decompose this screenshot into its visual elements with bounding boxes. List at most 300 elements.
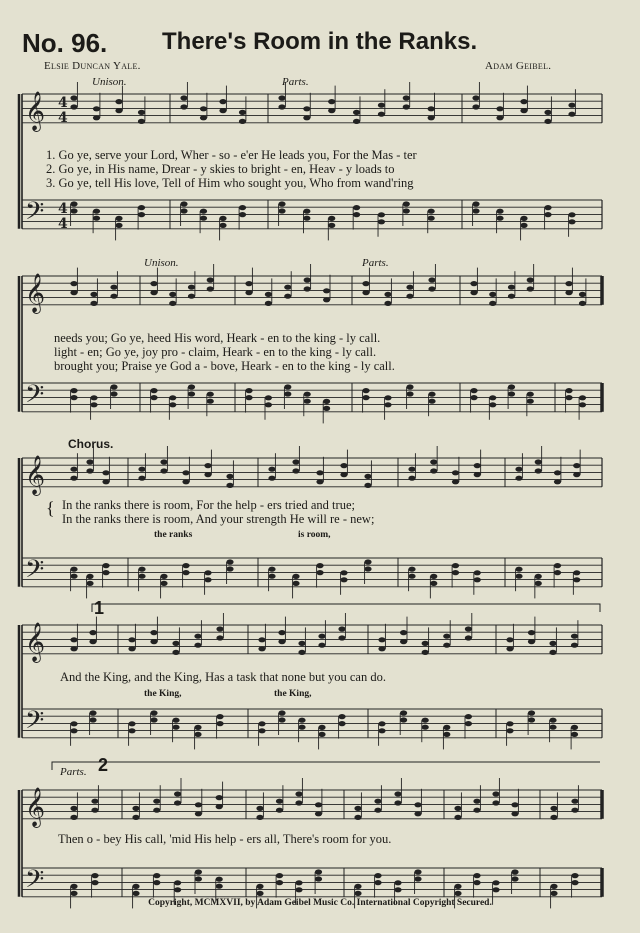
notehead: [340, 570, 347, 575]
notehead: [195, 811, 202, 816]
notehead: [362, 290, 369, 295]
notehead: [216, 635, 223, 640]
copyright-notice: Copyright, MCMXVII, by Adam Geibel Music Co. International Copyright Secured.: [148, 898, 492, 908]
notehead: [172, 718, 179, 723]
notehead: [160, 459, 167, 464]
notehead: [384, 292, 391, 297]
notehead: [549, 650, 556, 655]
notehead: [276, 799, 283, 804]
notehead: [153, 808, 160, 813]
notehead: [579, 301, 586, 306]
notehead: [378, 637, 385, 642]
notehead: [353, 205, 360, 210]
notehead: [452, 479, 459, 484]
notehead: [93, 216, 100, 221]
notehead: [465, 626, 472, 631]
notehead: [528, 639, 535, 644]
notehead: [428, 399, 435, 404]
notehead: [394, 880, 401, 885]
notehead: [323, 297, 330, 302]
notehead: [150, 281, 157, 286]
notehead: [284, 294, 291, 299]
notehead: [172, 650, 179, 655]
notehead: [258, 728, 265, 733]
notehead: [492, 880, 499, 885]
notehead: [579, 402, 586, 407]
notehead: [544, 119, 551, 124]
notehead: [549, 641, 556, 646]
notehead: [70, 467, 77, 472]
notehead: [180, 201, 187, 206]
notehead: [316, 470, 323, 475]
notehead: [219, 108, 226, 113]
notehead: [292, 459, 299, 464]
notehead: [571, 799, 578, 804]
notehead: [472, 201, 479, 206]
treble-clef: 𝄞: [25, 455, 46, 495]
notehead: [340, 472, 347, 477]
notehead: [89, 639, 96, 644]
notehead: [315, 811, 322, 816]
hymn-number: No. 96.: [22, 28, 108, 58]
notehead: [515, 467, 522, 472]
notehead: [473, 880, 480, 885]
notehead: [132, 891, 139, 896]
notehead: [422, 650, 429, 655]
notehead: [400, 630, 407, 635]
notehead: [474, 463, 481, 468]
notehead: [422, 641, 429, 646]
notehead: [568, 103, 575, 108]
notehead: [174, 800, 181, 805]
notehead: [443, 732, 450, 737]
notehead: [565, 290, 572, 295]
notehead: [527, 399, 534, 404]
notehead: [554, 570, 561, 575]
notehead: [128, 637, 135, 642]
direction-unison: Unison.: [92, 76, 127, 88]
notehead: [511, 876, 518, 881]
notehead: [256, 806, 263, 811]
verse-1-line-1: 1. Go ye, serve your Lord, Wher - so - e'er He leads you, For the Mas - ter: [46, 148, 417, 162]
notehead: [414, 869, 421, 874]
notehead: [153, 873, 160, 878]
notehead: [110, 294, 117, 299]
notehead: [150, 717, 157, 722]
notehead: [454, 884, 461, 889]
notehead: [323, 399, 330, 404]
notehead: [70, 567, 77, 572]
notehead: [160, 581, 167, 586]
notehead: [298, 641, 305, 646]
notehead: [70, 95, 77, 100]
notehead: [403, 201, 410, 206]
notehead: [278, 201, 285, 206]
notehead: [216, 804, 223, 809]
notehead: [278, 104, 285, 109]
notehead: [292, 574, 299, 579]
notehead: [216, 884, 223, 889]
notehead: [91, 880, 98, 885]
notehead: [268, 567, 275, 572]
notehead: [544, 205, 551, 210]
notehead: [571, 725, 578, 730]
notehead: [430, 468, 437, 473]
notehead: [132, 815, 139, 820]
notehead: [428, 115, 435, 120]
notehead: [465, 635, 472, 640]
notehead: [550, 884, 557, 889]
lyricist-credit: Elsie Duncan Yale.: [44, 60, 141, 72]
direction-unison: Unison.: [144, 257, 179, 269]
notehead: [378, 103, 385, 108]
notehead: [527, 392, 534, 397]
notehead: [115, 99, 122, 104]
notehead: [195, 876, 202, 881]
notehead: [174, 880, 181, 885]
notehead: [506, 721, 513, 726]
notehead: [452, 470, 459, 475]
verse-2-line-2: light - en; Go ye, joy pro - claim, Heark - en to the king - ly call.: [54, 345, 377, 359]
notehead: [378, 212, 385, 217]
notehead: [276, 808, 283, 813]
notehead: [70, 201, 77, 206]
notehead: [353, 119, 360, 124]
notehead: [400, 639, 407, 644]
notehead: [374, 880, 381, 885]
notehead: [428, 392, 435, 397]
verse-3-line-2: brought you; Praise ye God a - bove, Heark - en to the king - ly call.: [54, 359, 395, 373]
verse-2-line-1: 2. Go ye, in His name, Drear - y skies to bright - en, Heav - y loads to: [46, 162, 395, 176]
notehead: [138, 574, 145, 579]
notehead: [295, 887, 302, 892]
notehead: [150, 639, 157, 644]
notehead: [520, 216, 527, 221]
notehead: [354, 815, 361, 820]
notehead: [128, 728, 135, 733]
notehead: [265, 292, 272, 297]
bass-clef: 𝄢: [25, 865, 45, 900]
notehead: [304, 286, 311, 291]
notehead: [268, 476, 275, 481]
notehead: [194, 732, 201, 737]
notehead: [511, 869, 518, 874]
notehead: [378, 219, 385, 224]
notehead: [474, 577, 481, 582]
notehead: [70, 646, 77, 651]
notehead: [93, 209, 100, 214]
notehead: [70, 104, 77, 109]
notehead: [406, 285, 413, 290]
notehead: [492, 791, 499, 796]
notehead: [364, 559, 371, 564]
notehead: [70, 891, 77, 896]
notehead: [70, 721, 77, 726]
notehead: [89, 630, 96, 635]
notehead: [278, 710, 285, 715]
notehead: [353, 110, 360, 115]
notehead: [527, 277, 534, 282]
notehead: [362, 395, 369, 400]
notehead: [204, 577, 211, 582]
notehead: [470, 281, 477, 286]
notehead: [452, 563, 459, 568]
notehead: [378, 728, 385, 733]
notehead: [520, 223, 527, 228]
direction-parts: Parts.: [60, 766, 87, 778]
notehead: [226, 483, 233, 488]
notehead: [150, 710, 157, 715]
notehead: [315, 876, 322, 881]
notehead: [492, 887, 499, 892]
notehead: [454, 806, 461, 811]
notehead: [276, 873, 283, 878]
notehead: [565, 395, 572, 400]
notehead: [364, 474, 371, 479]
notehead: [207, 286, 214, 291]
notehead: [295, 800, 302, 805]
notehead: [90, 395, 97, 400]
notehead: [304, 399, 311, 404]
notehead: [568, 212, 575, 217]
notehead: [93, 106, 100, 111]
notehead: [284, 384, 291, 389]
notehead: [364, 483, 371, 488]
notehead: [550, 815, 557, 820]
notehead: [132, 884, 139, 889]
notehead: [153, 880, 160, 885]
notehead: [182, 479, 189, 484]
second-ending-bracket: [52, 762, 600, 770]
notehead: [571, 880, 578, 885]
notehead: [550, 891, 557, 896]
notehead: [216, 877, 223, 882]
notehead: [70, 806, 77, 811]
notehead: [70, 728, 77, 733]
notehead: [91, 799, 98, 804]
notehead: [378, 721, 385, 726]
notehead: [328, 216, 335, 221]
notehead: [353, 212, 360, 217]
treble-clef: 𝄞: [25, 622, 46, 662]
notehead: [188, 384, 195, 389]
notehead: [245, 395, 252, 400]
notehead: [90, 301, 97, 306]
notehead: [219, 99, 226, 104]
notehead: [265, 301, 272, 306]
notehead: [150, 388, 157, 393]
notehead: [414, 811, 421, 816]
notehead: [496, 216, 503, 221]
notehead: [226, 559, 233, 564]
notehead: [428, 286, 435, 291]
notehead: [340, 463, 347, 468]
direction-parts: Parts.: [362, 257, 389, 269]
bass-echo-word: the King,: [274, 689, 312, 699]
treble-clef: 𝄞: [25, 273, 46, 313]
notehead: [400, 710, 407, 715]
notehead: [511, 811, 518, 816]
notehead: [443, 634, 450, 639]
notehead: [443, 725, 450, 730]
notehead: [200, 106, 207, 111]
treble-clef: 𝄞: [25, 787, 46, 827]
verse-1-line-2: needs you; Go ye, heed His word, Heark - en to the king - ly call.: [54, 331, 381, 345]
notehead: [169, 292, 176, 297]
bass-echo-word: the King,: [144, 689, 182, 699]
notehead: [70, 476, 77, 481]
notehead: [303, 115, 310, 120]
notehead: [515, 567, 522, 572]
notehead: [384, 301, 391, 306]
notehead: [571, 873, 578, 878]
notehead: [573, 472, 580, 477]
notehead: [239, 119, 246, 124]
notehead: [316, 563, 323, 568]
notehead: [384, 395, 391, 400]
notehead: [239, 110, 246, 115]
notehead: [549, 718, 556, 723]
notehead: [115, 216, 122, 221]
notehead: [188, 294, 195, 299]
notehead: [508, 285, 515, 290]
notehead: [374, 873, 381, 878]
notehead: [207, 392, 214, 397]
notehead: [535, 459, 542, 464]
notehead: [465, 721, 472, 726]
notehead: [472, 208, 479, 213]
notehead: [256, 815, 263, 820]
notehead: [200, 209, 207, 214]
notehead: [180, 95, 187, 100]
notehead: [508, 384, 515, 389]
notehead: [473, 808, 480, 813]
notehead: [408, 567, 415, 572]
bass-clef: 𝄢: [25, 380, 45, 415]
notehead: [226, 474, 233, 479]
notehead: [571, 634, 578, 639]
time-signature: 4: [58, 95, 68, 111]
notehead: [278, 639, 285, 644]
notehead: [528, 630, 535, 635]
notehead: [204, 472, 211, 477]
notehead: [138, 467, 145, 472]
bass-echo-word: is room,: [298, 530, 331, 540]
notehead: [195, 869, 202, 874]
notehead: [150, 290, 157, 295]
notehead: [316, 570, 323, 575]
notehead: [506, 637, 513, 642]
notehead: [89, 710, 96, 715]
notehead: [573, 570, 580, 575]
notehead: [216, 626, 223, 631]
notehead: [174, 791, 181, 796]
notehead: [138, 205, 145, 210]
notehead: [520, 99, 527, 104]
notehead: [406, 294, 413, 299]
chorus-label: Chorus.: [68, 437, 114, 451]
notehead: [315, 869, 322, 874]
notehead: [278, 717, 285, 722]
notehead: [338, 626, 345, 631]
notehead: [200, 216, 207, 221]
notehead: [527, 286, 534, 291]
notehead: [472, 104, 479, 109]
notehead: [430, 581, 437, 586]
notehead: [292, 468, 299, 473]
notehead: [489, 292, 496, 297]
hymn-title: There's Room in the Ranks.: [162, 28, 478, 55]
notehead: [489, 402, 496, 407]
notehead: [115, 108, 122, 113]
notehead: [374, 799, 381, 804]
notehead: [188, 285, 195, 290]
notehead: [86, 581, 93, 586]
notehead: [258, 721, 265, 726]
notehead: [150, 395, 157, 400]
notehead: [89, 717, 96, 722]
notehead: [298, 650, 305, 655]
notehead: [169, 301, 176, 306]
notehead: [565, 388, 572, 393]
notehead: [169, 402, 176, 407]
notehead: [207, 399, 214, 404]
notehead: [452, 570, 459, 575]
notehead: [465, 714, 472, 719]
notehead: [473, 873, 480, 878]
notehead: [318, 634, 325, 639]
notehead: [258, 637, 265, 642]
notehead: [403, 104, 410, 109]
notehead: [268, 574, 275, 579]
notehead: [265, 395, 272, 400]
notehead: [195, 802, 202, 807]
notehead: [550, 806, 557, 811]
bass-echo-word: the ranks: [154, 530, 193, 540]
notehead: [571, 808, 578, 813]
notehead: [354, 806, 361, 811]
notehead: [362, 281, 369, 286]
notehead: [328, 108, 335, 113]
notehead: [428, 106, 435, 111]
notehead: [554, 470, 561, 475]
notehead: [284, 391, 291, 396]
time-signature: 4: [58, 110, 68, 126]
notehead: [474, 570, 481, 575]
notehead: [515, 476, 522, 481]
notehead: [298, 725, 305, 730]
notehead: [70, 884, 77, 889]
notehead: [535, 574, 542, 579]
notehead: [535, 468, 542, 473]
notehead: [292, 581, 299, 586]
notehead: [338, 714, 345, 719]
notehead: [86, 459, 93, 464]
notehead: [304, 277, 311, 282]
notehead: [138, 119, 145, 124]
notehead: [384, 402, 391, 407]
notehead: [338, 721, 345, 726]
notehead: [128, 646, 135, 651]
notehead: [194, 634, 201, 639]
first-ending-number: 1: [94, 598, 105, 618]
notehead: [180, 208, 187, 213]
notehead: [245, 281, 252, 286]
notehead: [138, 567, 145, 572]
notehead: [579, 292, 586, 297]
notehead: [207, 277, 214, 282]
notehead: [90, 402, 97, 407]
